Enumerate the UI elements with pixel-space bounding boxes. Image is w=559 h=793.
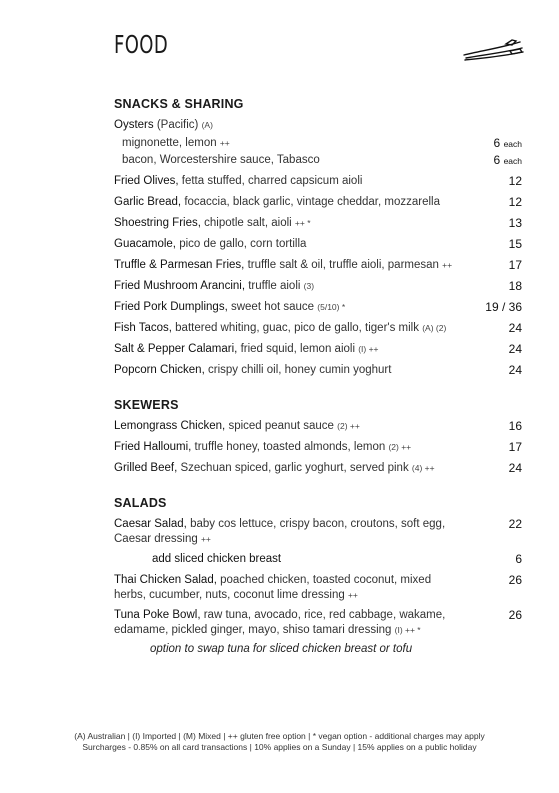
- footer-line: (A) Australian | (I) Imported | (M) Mixed | ++ gluten free option | * vegan option - additional charges may apply: [74, 731, 485, 741]
- item-price: 18: [508, 279, 522, 293]
- item-tag: (5/10) *: [317, 302, 346, 312]
- menu-item: [114, 440, 522, 455]
- menu-item-poke: [114, 608, 522, 638]
- section-heading-skewers: SKEWERS: [114, 398, 179, 412]
- oyster-option-row: [114, 136, 522, 151]
- item-tag: ++: [347, 590, 358, 600]
- oyster-option-row: [114, 153, 522, 168]
- item-name: Fried Halloumi,: [114, 441, 192, 453]
- item-tag: ++: [200, 534, 211, 544]
- item-price: 26: [508, 608, 522, 622]
- item-name: Tuna Poke Bowl,: [114, 609, 201, 621]
- swap-note: option to swap tuna for sliced chicken breast or tofu: [150, 643, 413, 655]
- item-price: 24: [508, 342, 522, 356]
- item-desc: baby cos lettuce, crispy bacon, croutons, soft egg,: [190, 518, 446, 530]
- item-price: 15: [508, 237, 522, 251]
- item-name: Grilled Beef,: [114, 462, 178, 474]
- menu-item: [114, 216, 522, 231]
- item-desc: crispy chilli oil, honey cumin yoghurt: [207, 364, 392, 376]
- item-price: 24: [508, 363, 522, 377]
- item-price: 19 / 36: [485, 300, 522, 314]
- item-price: 16: [508, 419, 522, 433]
- menu-item: [114, 258, 522, 273]
- footer-line: Surcharges - 0.85% on all card transactions | 10% applies on a Sunday | 15% applies on a public holiday: [82, 742, 477, 752]
- each-label: each: [503, 156, 522, 166]
- item-name: Fried Olives,: [114, 175, 179, 187]
- item-price: 12: [508, 174, 522, 188]
- item-tag: (A) (2): [422, 323, 447, 333]
- item-desc: edamame, pickled ginger, mayo, shiso tamari dressing: [114, 624, 392, 636]
- item-name: Guacamole,: [114, 238, 177, 250]
- menu-item: [114, 419, 522, 434]
- menu-item: [114, 300, 522, 315]
- menu-item: [114, 342, 522, 357]
- option-tag: ++: [219, 138, 230, 148]
- item-price: 24: [508, 461, 522, 475]
- item-desc: truffle salt & oil, truffle aioli, parmesan: [247, 259, 439, 271]
- cutlery-logo-icon: [462, 36, 526, 62]
- item-desc: focaccia, black garlic, vintage cheddar, mozzarella: [184, 196, 440, 208]
- item-tag: (I) ++: [358, 344, 379, 354]
- item-price: 22: [508, 517, 522, 531]
- item-price: 13: [508, 216, 522, 230]
- addon-label: add sliced chicken breast: [152, 553, 282, 565]
- item-price: 12: [508, 195, 522, 209]
- item-name: Lemongrass Chicken,: [114, 420, 226, 432]
- footer-legend: [0, 731, 559, 753]
- item-name: Salt & Pepper Calamari,: [114, 343, 238, 355]
- item-tag: ++: [442, 260, 453, 270]
- page-title: FOOD: [114, 30, 169, 59]
- menu-item-thai: [114, 573, 522, 603]
- item-desc: spiced peanut sauce: [228, 420, 334, 432]
- menu-item-caesar: [114, 517, 522, 547]
- menu-item: [114, 174, 522, 189]
- menu-item: [114, 461, 522, 476]
- item-tag: (A): [201, 120, 213, 130]
- menu-item: [114, 321, 522, 336]
- item-desc: battered whiting, guac, pico de gallo, tiger's milk: [175, 322, 419, 334]
- item-desc: (Pacific): [156, 119, 199, 131]
- item-desc: raw tuna, avocado, rice, red cabbage, wakame,: [203, 609, 446, 621]
- option-price: 6: [493, 153, 501, 167]
- item-name: Thai Chicken Salad,: [114, 574, 217, 586]
- item-price: 24: [508, 321, 522, 335]
- addon-price: 6: [515, 552, 522, 566]
- menu-item-oysters: [114, 118, 522, 133]
- item-desc: poached chicken, toasted coconut, mixed: [220, 574, 432, 586]
- item-name: Fried Mushroom Arancini,: [114, 280, 246, 292]
- item-name: Fried Pork Dumplings,: [114, 301, 228, 313]
- item-desc: truffle aioli: [248, 280, 301, 292]
- item-name: Oysters: [114, 119, 154, 131]
- option-desc: bacon, Worcestershire sauce, Tabasco: [122, 154, 320, 166]
- option-desc: mignonette, lemon: [122, 137, 217, 149]
- each-label: each: [503, 139, 522, 149]
- item-name: Caesar Salad,: [114, 518, 187, 530]
- item-desc: fried squid, lemon aioli: [240, 343, 355, 355]
- item-desc: sweet hot sauce: [230, 301, 315, 313]
- item-desc: herbs, cucumber, nuts, coconut lime dressing: [114, 589, 345, 601]
- item-desc: Caesar dressing: [114, 533, 198, 545]
- menu-item: [114, 195, 522, 210]
- menu-item: [114, 363, 522, 378]
- item-tag: (2) ++: [337, 421, 360, 431]
- section-heading-salads: SALADS: [114, 496, 167, 510]
- item-name: Truffle & Parmesan Fries,: [114, 259, 245, 271]
- item-tag: (I) ++ *: [394, 625, 421, 635]
- item-desc: Szechuan spiced, garlic yoghurt, served pink: [180, 462, 409, 474]
- item-price: 26: [508, 573, 522, 587]
- menu-item: [114, 237, 522, 252]
- item-tag: (2) ++: [388, 442, 412, 452]
- item-desc: pico de gallo, corn tortilla: [179, 238, 307, 250]
- item-desc: fetta stuffed, charred capsicum aioli: [181, 175, 363, 187]
- item-tag: ++ *: [294, 218, 311, 228]
- item-desc: chipotle salt, aioli: [204, 217, 292, 229]
- item-name: Fish Tacos,: [114, 322, 172, 334]
- item-name: Shoestring Fries,: [114, 217, 201, 229]
- addon-row: [114, 552, 522, 567]
- item-name: Popcorn Chicken,: [114, 364, 205, 376]
- section-heading-snacks: SNACKS & SHARING: [114, 97, 244, 111]
- item-price: 17: [508, 440, 522, 454]
- menu-item: [114, 279, 522, 294]
- option-price: 6: [493, 136, 501, 150]
- item-price: 17: [508, 258, 522, 272]
- item-name: Garlic Bread,: [114, 196, 182, 208]
- item-tag: (3): [303, 281, 315, 291]
- item-desc: truffle honey, toasted almonds, lemon: [194, 441, 386, 453]
- item-tag: (4) ++: [411, 463, 435, 473]
